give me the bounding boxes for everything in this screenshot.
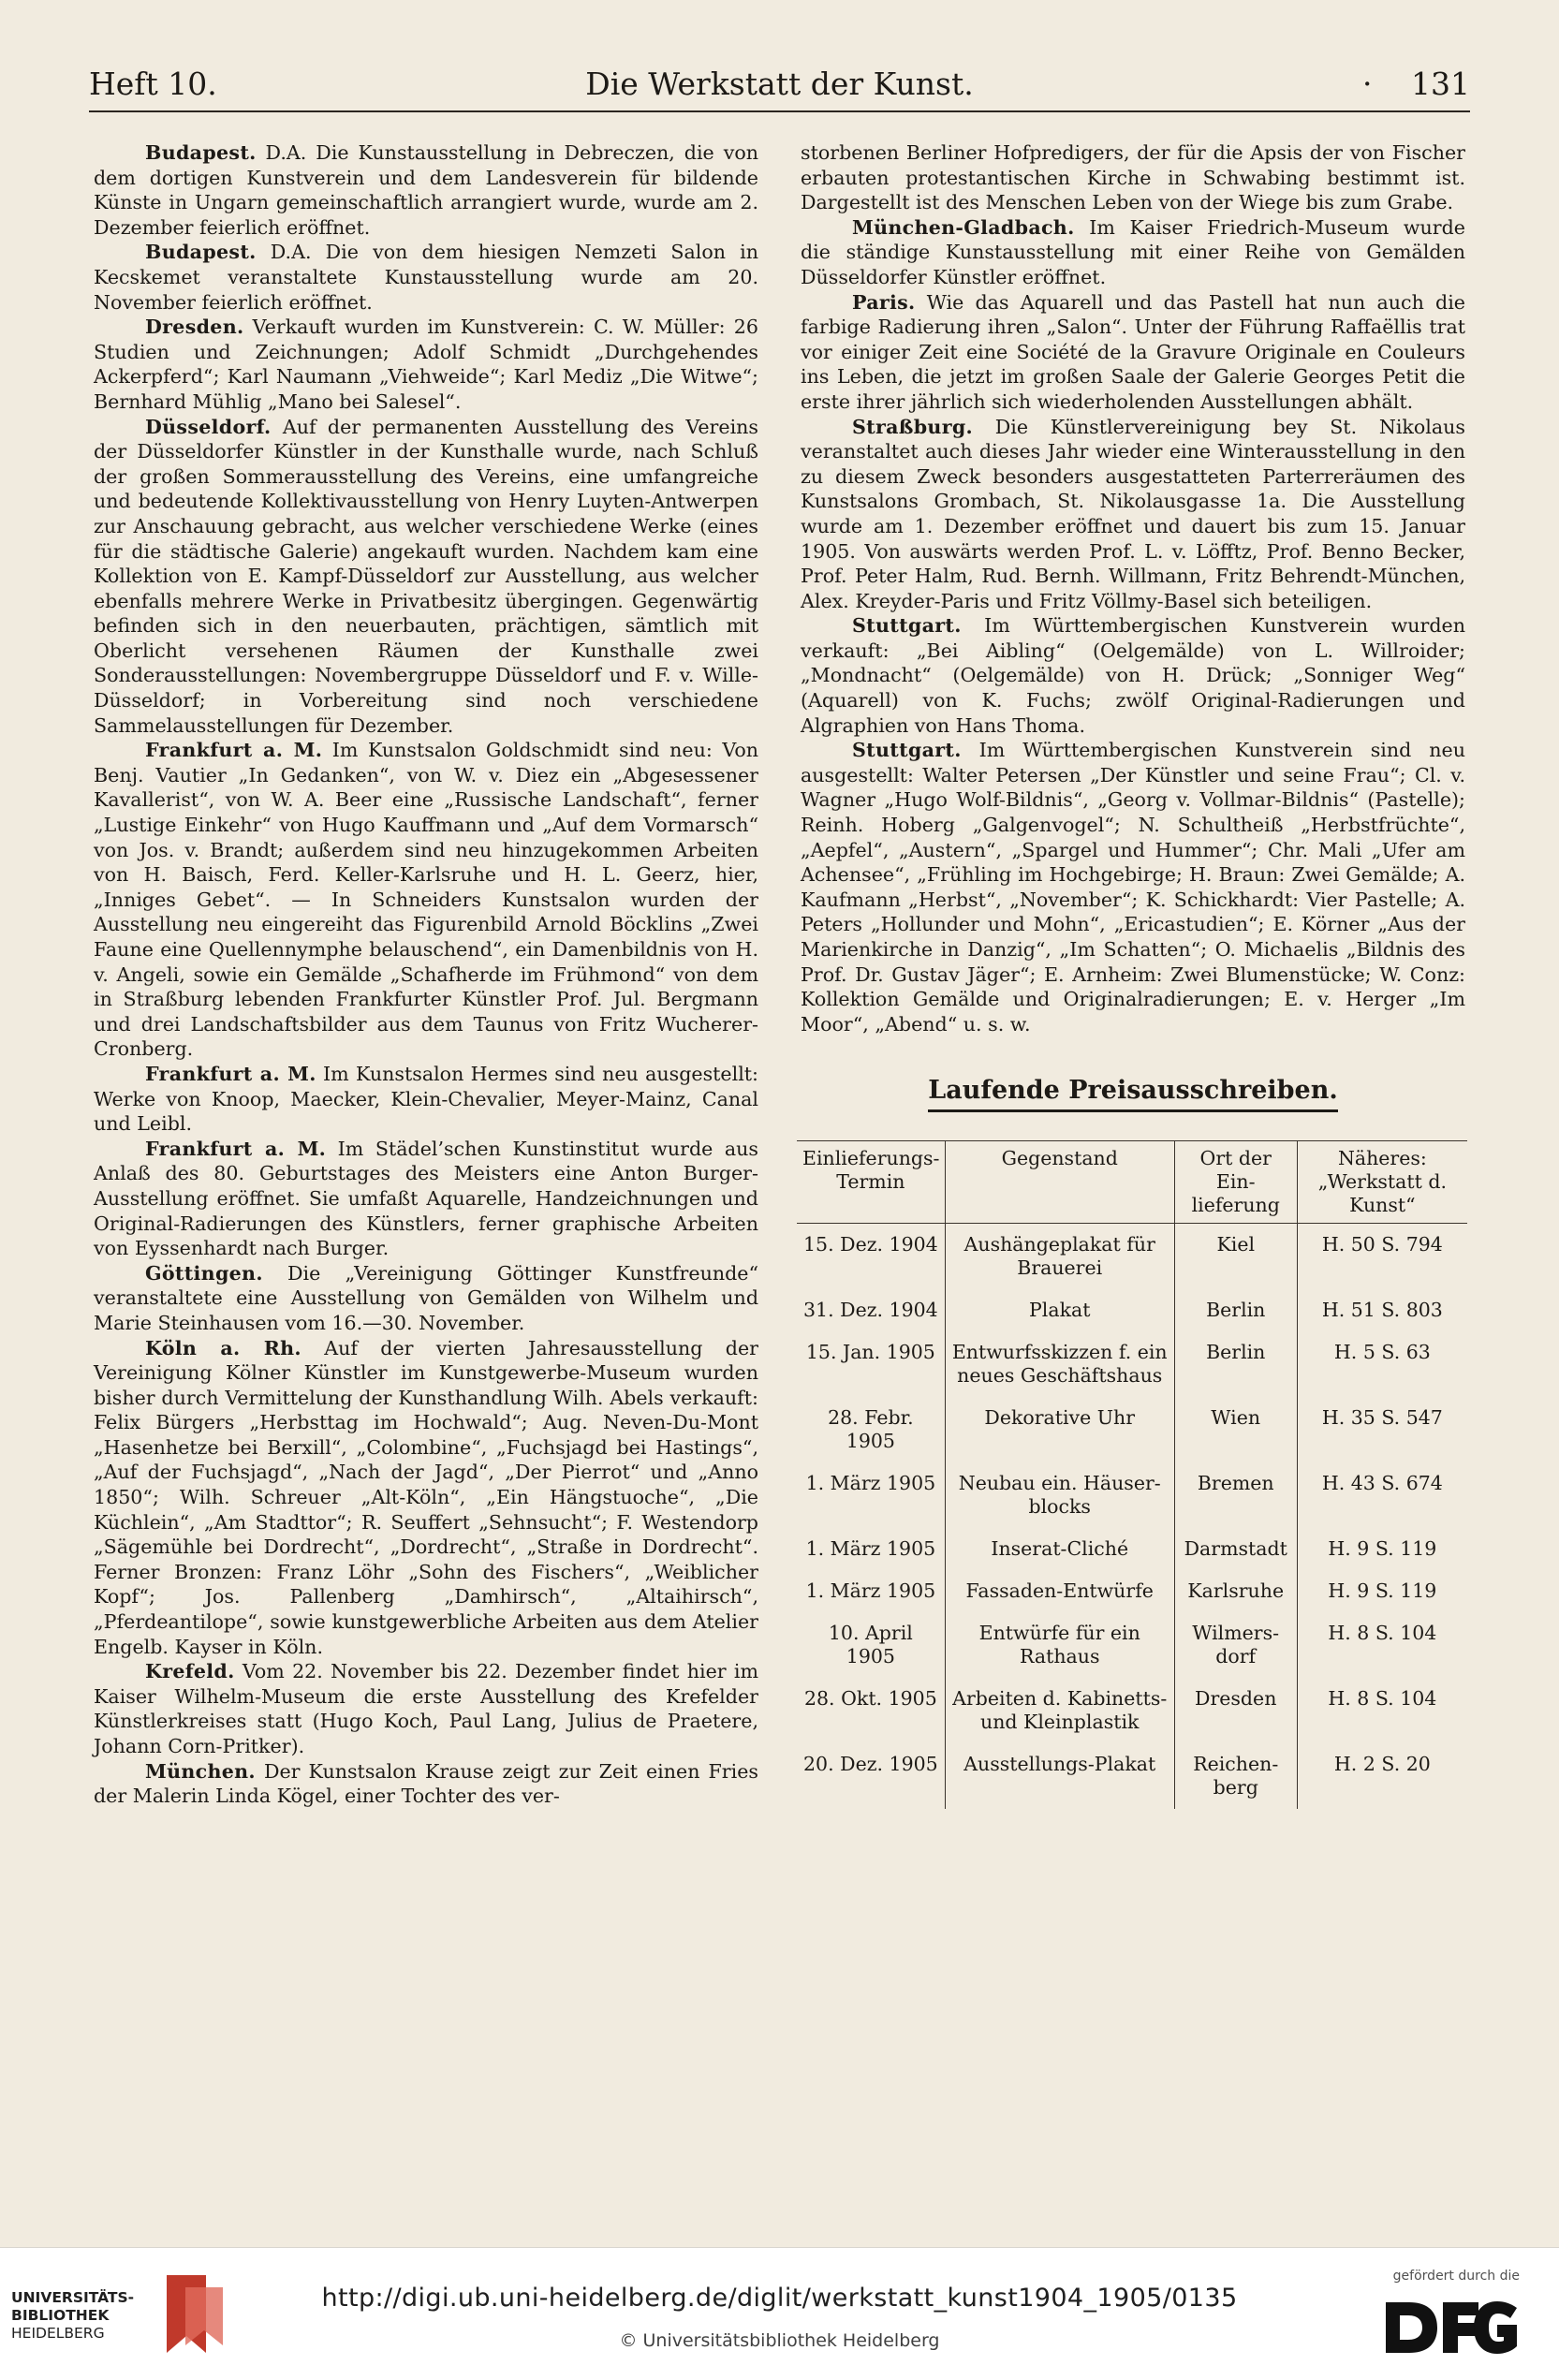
page-number: 131 — [1411, 66, 1470, 102]
column-header-reference: Näheres: „Werkstatt d. Kunst“ — [1297, 1141, 1467, 1224]
deadline-cell: 15. Jan. 1905 — [797, 1331, 945, 1397]
reference-cell: H. 8 S. 104 — [1297, 1612, 1467, 1678]
table-row — [797, 1570, 1467, 1612]
source-url-link[interactable]: http://digi.ub.uni-heidelberg.de/diglit/werkstatt_kunst1904_1905/0135 — [321, 2284, 1238, 2313]
news-text: Vom 22. November bis 22. Dezember findet hier im Kaiser Wilhelm-Museum die erste Ausstellung des Krefelder Künstlerkreises statt (Hugo Koch, Paul Lang, Julius de Praetere, Johann Corn-Pritker). — [94, 1660, 758, 1757]
place-heading: Krefeld. — [145, 1660, 235, 1683]
news-item-right-0 — [801, 140, 1465, 215]
reference-cell: H. 9 S. 119 — [1297, 1570, 1467, 1612]
news-text: Im Württembergischen Kunstverein sind neu ausgestellt: Walter Petersen „Der Künstler und seine Frau“; Cl. v. Wagner „Hugo Wolf-Bildnis“, „Georg v. Vollmar-Bildnis“ (Pastelle); Reinh. Hoberg „Galgenvogel“; N. Schultheiß „Herbstfrüchte“, „Aepfel“, „Austern“, „Spargel und Hummer“; Chr. Mali „Ufer am Achensee“, „Frühling im Hochgebirge; H. Braun: Zwei Gemälde; A. Kaufmann „Herbst“, „November“; K. Schickhardt: Vier Pastelle; A. Peters „Hollunder und Mohn“, „Ericastudien“; E. Körner „Aus der Marienkirche in Danzig“, „Im Schatten“; O. Michaelis „Bildnis des Prof. Dr. Gustav Jäger“; E. Arnheim: Zwei Blumenstücke; W. Conz: Kollektion Gemälde und Originalradierungen; E. v. Herger „Im Moor“, „Abend“ u. s. w. — [801, 739, 1465, 1036]
news-item-left-4 — [94, 738, 758, 1062]
location-cell: Wien — [1174, 1397, 1297, 1462]
table-row — [797, 1224, 1467, 1290]
journal-title: Die Werkstatt der Kunst. — [585, 66, 974, 102]
funding-label: gefördert durch die — [1392, 2269, 1520, 2284]
news-item-left-7 — [94, 1261, 758, 1336]
news-text: Wie das Aquarell und das Pastell hat nun auch die farbige Radierung ihren „Salon“. Unter der Führung Raffaëllis trat vor einiger Zeit eine Société de la Gravure Originale en Couleurs ins Leben, die jetzt im großen Saale der Galerie Georges Petit die erste ihrer jährlich sich wiederholenden Ausstellungen abhält. — [801, 290, 1465, 413]
table-row — [797, 1743, 1467, 1809]
reference-cell: H. 51 S. 803 — [1297, 1289, 1467, 1331]
subject-cell: Dekorative Uhr — [945, 1397, 1174, 1462]
deadline-cell: 1. März 1905 — [797, 1570, 945, 1612]
news-item-right-2 — [801, 290, 1465, 415]
subject-cell: Inserat-Cliché — [945, 1528, 1174, 1570]
place-heading: Paris. — [852, 290, 916, 314]
deadline-cell: 10. April 1905 — [797, 1612, 945, 1678]
reference-cell: H. 5 S. 63 — [1297, 1331, 1467, 1397]
news-item-right-5 — [801, 738, 1465, 1036]
location-cell: Darmstadt — [1174, 1528, 1297, 1570]
news-text: Auf der vierten Jahresausstellung der Vereinigung Kölner Künstler im Kunstgewerbe-Museum wurden bisher durch Vermittelung der Kunsthandlung Wilh. Abels verkauft: Felix Bürgers „Herbsttag im Hochwald“; Aug. Neven-Du-Mont „Hasenhetze bei Berxill“, „Colombine“, „Fuchsjagd bei Hastings“, „Auf der Fuchsjagd“, „Nach der Jagd“, „Der Pierrot“ und „Anno 1850“; Wilh. Schreuer „Alt-Köln“, „Ein Hängstuoche“, „Die Küchlein“, „Am Stadttor“; R. Seuffert „Sehnsucht“; F. Westendorp „Sägemühle bei Dordrecht“, „Dordrecht“, „Straße in Dordrecht“. Ferner Bronzen: Franz Löhr „Sohn des Fischers“, „Weiblicher Kopf“; Jos. Pallenberg „Damhirsch“, „Altaihirsch“, „Pferdeantilope“, sowie kunstgewerbliche Arbeiten aus dem Atelier Engelb. Kayser in Köln. — [94, 1336, 758, 1658]
reference-cell: H. 9 S. 119 — [1297, 1528, 1467, 1570]
location-cell: Wilmers-dorf — [1174, 1612, 1297, 1678]
place-heading: Göttingen. — [145, 1261, 263, 1285]
news-text: D.A. Die von dem hiesigen Nemzeti Salon in Kecskemet veranstaltete Kunstausstellung wurde am 20. November feierlich eröffnet. — [94, 241, 758, 314]
issue-number: Heft 10. — [89, 66, 217, 102]
place-heading: Stuttgart. — [852, 739, 962, 762]
footer-bar — [0, 2247, 1559, 2380]
left-column — [94, 140, 758, 1809]
news-text: Im Kunstsalon Hermes sind neu ausgestellt: Werke von Knoop, Maecker, Klein-Chevalier, Meyer-Mainz, Canal und Leibl. — [94, 1062, 758, 1136]
table-row — [797, 1462, 1467, 1528]
place-heading: München-Gladbach. — [852, 215, 1075, 239]
news-item-left-1 — [94, 240, 758, 315]
deadline-cell: 1. März 1905 — [797, 1462, 945, 1528]
header-dot: · — [1362, 66, 1373, 102]
place-heading: Frankfurt a. M. — [145, 739, 323, 762]
competitions-table — [797, 1140, 1467, 1809]
deadline-cell: 1. März 1905 — [797, 1528, 945, 1570]
subject-cell: Entwurfsskizzen f. ein neues Geschäftshaus — [945, 1331, 1174, 1397]
location-cell: Berlin — [1174, 1289, 1297, 1331]
table-row — [797, 1678, 1467, 1743]
competitions-table-body — [797, 1224, 1467, 1810]
news-text: Im Kunstsalon Goldschmidt sind neu: Von Benj. Vautier „In Gedanken“, von W. v. Diez ein „Abgesessener Kavallerist“, von W. A. Beer eine „Russische Landschaft“, ferner „Lustige Einkehr“ von Hugo Kauffmann und „Auf dem Vormarsch“ von Jos. v. Brandt; außerdem sind neu hinzugekommen Arbeiten von H. Baisch, Ferd. Keller-Karlsruhe und H. L. Geerz, hier, „Inniges Gebet“. — In Schneiders Kunstsalon wurden der Ausstellung neu eingereiht das Figurenbild Arnold Böcklins „Zwei Faune eine Quellennymphe belauschend“, ein Damenbildnis von H. v. Angeli, sowie ein Gemälde „Schafherde im Frühmond“ von dem in Straßburg lebenden Frankfurter Künstler Prof. Jul. Bergmann und drei Landschaftsbilder aus dem Taunus von Fritz Wucherer-Cronberg. — [94, 739, 758, 1061]
news-item-right-1 — [801, 215, 1465, 290]
news-item-left-5 — [94, 1062, 758, 1137]
news-text: storbenen Berliner Hofpredigers, der für die Apsis der von Fischer erbauten protestantischen Kirche in Schwabing bestimmt ist. Dargestellt ist des Menschen Leben von der Wiege bis zum Grabe. — [801, 141, 1465, 214]
competitions-heading-wrap — [801, 1036, 1465, 1140]
location-cell: Reichen-berg — [1174, 1743, 1297, 1809]
place-heading: Dresden. — [145, 316, 244, 339]
news-item-left-2 — [94, 315, 758, 414]
news-item-left-6 — [94, 1137, 758, 1261]
news-text: Auf der permanenten Ausstellung des Vereins der Düsseldorfer Künstler in der Kunsthalle wurde, nach Schluß der großen Sommerausstellung des Vereins, eine umfangreiche und bedeutende Kollektivausstellung von Henry Luyten-Antwerpen zur Anschauung gebracht, aus welcher verschiedene Werke (eines für die städtische Galerie) angekauft wurden. Nachdem kam eine Kollektion von E. Kampf-Düsseldorf zur Ausstellung, aus welcher ebenfalls mehrere Werke in Privatbesitz übergingen. Gegenwärtig befinden sich in den neuerbauten, prächtigen, sämtlich mit Oberlicht versehenen Räumen der Kunsthalle zwei Sonderausstellungen: Novembergruppe Düsseldorf und F. v. Wille-Düsseldorf; in Vorbereitung sind noch verschiedene Sammelausstellungen für Dezember. — [94, 415, 758, 737]
place-heading: Budapest. — [145, 241, 257, 264]
location-cell: Berlin — [1174, 1331, 1297, 1397]
subject-cell: Entwürfe für ein Rathaus — [945, 1612, 1174, 1678]
news-item-right-4 — [801, 613, 1465, 738]
reference-cell: H. 8 S. 104 — [1297, 1678, 1467, 1743]
deadline-cell: 15. Dez. 1904 — [797, 1224, 945, 1290]
place-heading: Budapest. — [145, 141, 257, 164]
reference-cell: H. 50 S. 794 — [1297, 1224, 1467, 1290]
location-cell: Bremen — [1174, 1462, 1297, 1528]
right-column — [801, 140, 1465, 1809]
news-text: D.A. Die Kunstausstellung in Debreczen, die von dem dortigen Kunstverein und dem Landesverein für bildende Künste in Ungarn gemeinschaftlich arrangiert wurde, wurde am 2. Dezember feierlich eröffnet. — [94, 141, 758, 239]
place-heading: Frankfurt a. M. — [145, 1137, 327, 1160]
news-item-left-3 — [94, 415, 758, 739]
table-row — [797, 1331, 1467, 1397]
news-item-left-0 — [94, 140, 758, 240]
location-cell: Kiel — [1174, 1224, 1297, 1290]
library-name-line2: BIBLIOTHEK — [11, 2307, 110, 2324]
table-header-row — [797, 1141, 1467, 1224]
dfg-logo-icon — [1381, 2295, 1522, 2364]
competitions-title: Laufende Preisausschreiben. — [928, 1074, 1338, 1112]
library-name-line1: UNIVERSITÄTS- — [11, 2289, 135, 2306]
subject-cell: Aushängeplakat für Brauerei — [945, 1224, 1174, 1290]
news-text: Die „Vereinigung Göttinger Kunstfreunde“ veranstaltete eine Ausstellung von Gemälden von Wilhelm und Marie Steinhausen vom 16.—30. November. — [94, 1261, 758, 1334]
news-text: Die Künstlervereinigung bey St. Nikolaus veranstaltet auch dieses Jahr wieder eine Winterausstellung in den zu diesem Zweck besonders ausgestatteten Parterreräumen des Kunstsalons Grombach, St. Nikolausgasse 1a. Die Ausstellung wurde am 1. Dezember eröffnet und dauert bis zum 15. Januar 1905. Von auswärts werden Prof. L. v. Löfftz, Prof. Benno Becker, Prof. Peter Halm, Rud. Bernh. Willmann, Fritz Behrendt-München, Alex. Kreyder-Paris und Fritz Völlmy-Basel sich beteiligen. — [801, 415, 1465, 612]
news-item-left-8 — [94, 1336, 758, 1660]
right-column-news — [801, 140, 1465, 1036]
reference-cell: H. 43 S. 674 — [1297, 1462, 1467, 1528]
table-row — [797, 1612, 1467, 1678]
deadline-cell: 31. Dez. 1904 — [797, 1289, 945, 1331]
place-heading: Köln a. Rh. — [145, 1336, 302, 1359]
place-heading: München. — [145, 1759, 256, 1783]
place-heading: Straßburg. — [852, 415, 974, 438]
table-row — [797, 1528, 1467, 1570]
place-heading: Düsseldorf. — [145, 415, 272, 438]
place-heading: Frankfurt a. M. — [145, 1062, 316, 1085]
news-item-left-10 — [94, 1759, 758, 1809]
news-text: Der Kunstsalon Krause zeigt zur Zeit einen Fries der Malerin Linda Kögel, einer Tochter des ver- — [94, 1759, 758, 1808]
table-row — [797, 1397, 1467, 1462]
news-item-left-9 — [94, 1659, 758, 1758]
deadline-cell: 28. Febr. 1905 — [797, 1397, 945, 1462]
subject-cell: Plakat — [945, 1289, 1174, 1331]
subject-cell: Neubau ein. Häuser-blocks — [945, 1462, 1174, 1528]
subject-cell: Fassaden-Entwürfe — [945, 1570, 1174, 1612]
table-row — [797, 1289, 1467, 1331]
news-text: Verkauft wurden im Kunstverein: C. W. Müller: 26 Studien und Zeichnungen; Adolf Schmidt „Durchgehendes Ackerpferd“; Karl Naumann „Viehweide“; Karl Mediz „Die Witwe“; Bernhard Mühlig „Mano bei Salesel“. — [94, 316, 758, 413]
running-head — [89, 64, 1470, 110]
library-name-line3: HEIDELBERG — [11, 2325, 105, 2342]
copyright-text: © Universitätsbibliothek Heidelberg — [619, 2330, 940, 2351]
news-text: Im Kaiser Friedrich-Museum wurde die ständige Kunstausstellung mit einer Reihe von Gemälden Düsseldorfer Künstler eröffnet. — [801, 215, 1465, 288]
reference-cell: H. 35 S. 547 — [1297, 1397, 1467, 1462]
deadline-cell: 28. Okt. 1905 — [797, 1678, 945, 1743]
location-cell: Karlsruhe — [1174, 1570, 1297, 1612]
deadline-cell: 20. Dez. 1905 — [797, 1743, 945, 1809]
place-heading: Stuttgart. — [852, 614, 962, 638]
news-item-right-3 — [801, 415, 1465, 614]
news-text: Im Württembergischen Kunstverein wurden verkauft: „Bei Aibling“ (Oelgemälde) von L. Willroider; „Mondnacht“ (Oelgemälde) von H. Drück; „Sonniger Weg“ (Aquarell) von K. Fuchs; zwölf Original-Radierungen und Algraphien von Hans Thoma. — [801, 614, 1465, 737]
news-text: Im Städel’schen Kunstinstitut wurde aus Anlaß des 80. Geburtstages des Meisters eine Anton Burger-Ausstellung eröffnet. Sie umfaßt Aquarelle, Handzeichnungen und Original-Radierungen des Künstlers, ferner graphische Arbeiten von Eyssenhardt nach Burger. — [94, 1137, 758, 1260]
column-header-location: Ort der Ein-lieferung — [1174, 1141, 1297, 1224]
reference-cell: H. 2 S. 20 — [1297, 1743, 1467, 1809]
column-header-subject: Gegenstand — [945, 1141, 1174, 1224]
header-rule — [89, 110, 1470, 112]
subject-cell: Ausstellungs-Plakat — [945, 1743, 1174, 1809]
subject-cell: Arbeiten d. Kabinetts- und Kleinplastik — [945, 1678, 1174, 1743]
column-header-deadline: Einlieferungs-Termin — [797, 1141, 945, 1224]
location-cell: Dresden — [1174, 1678, 1297, 1743]
